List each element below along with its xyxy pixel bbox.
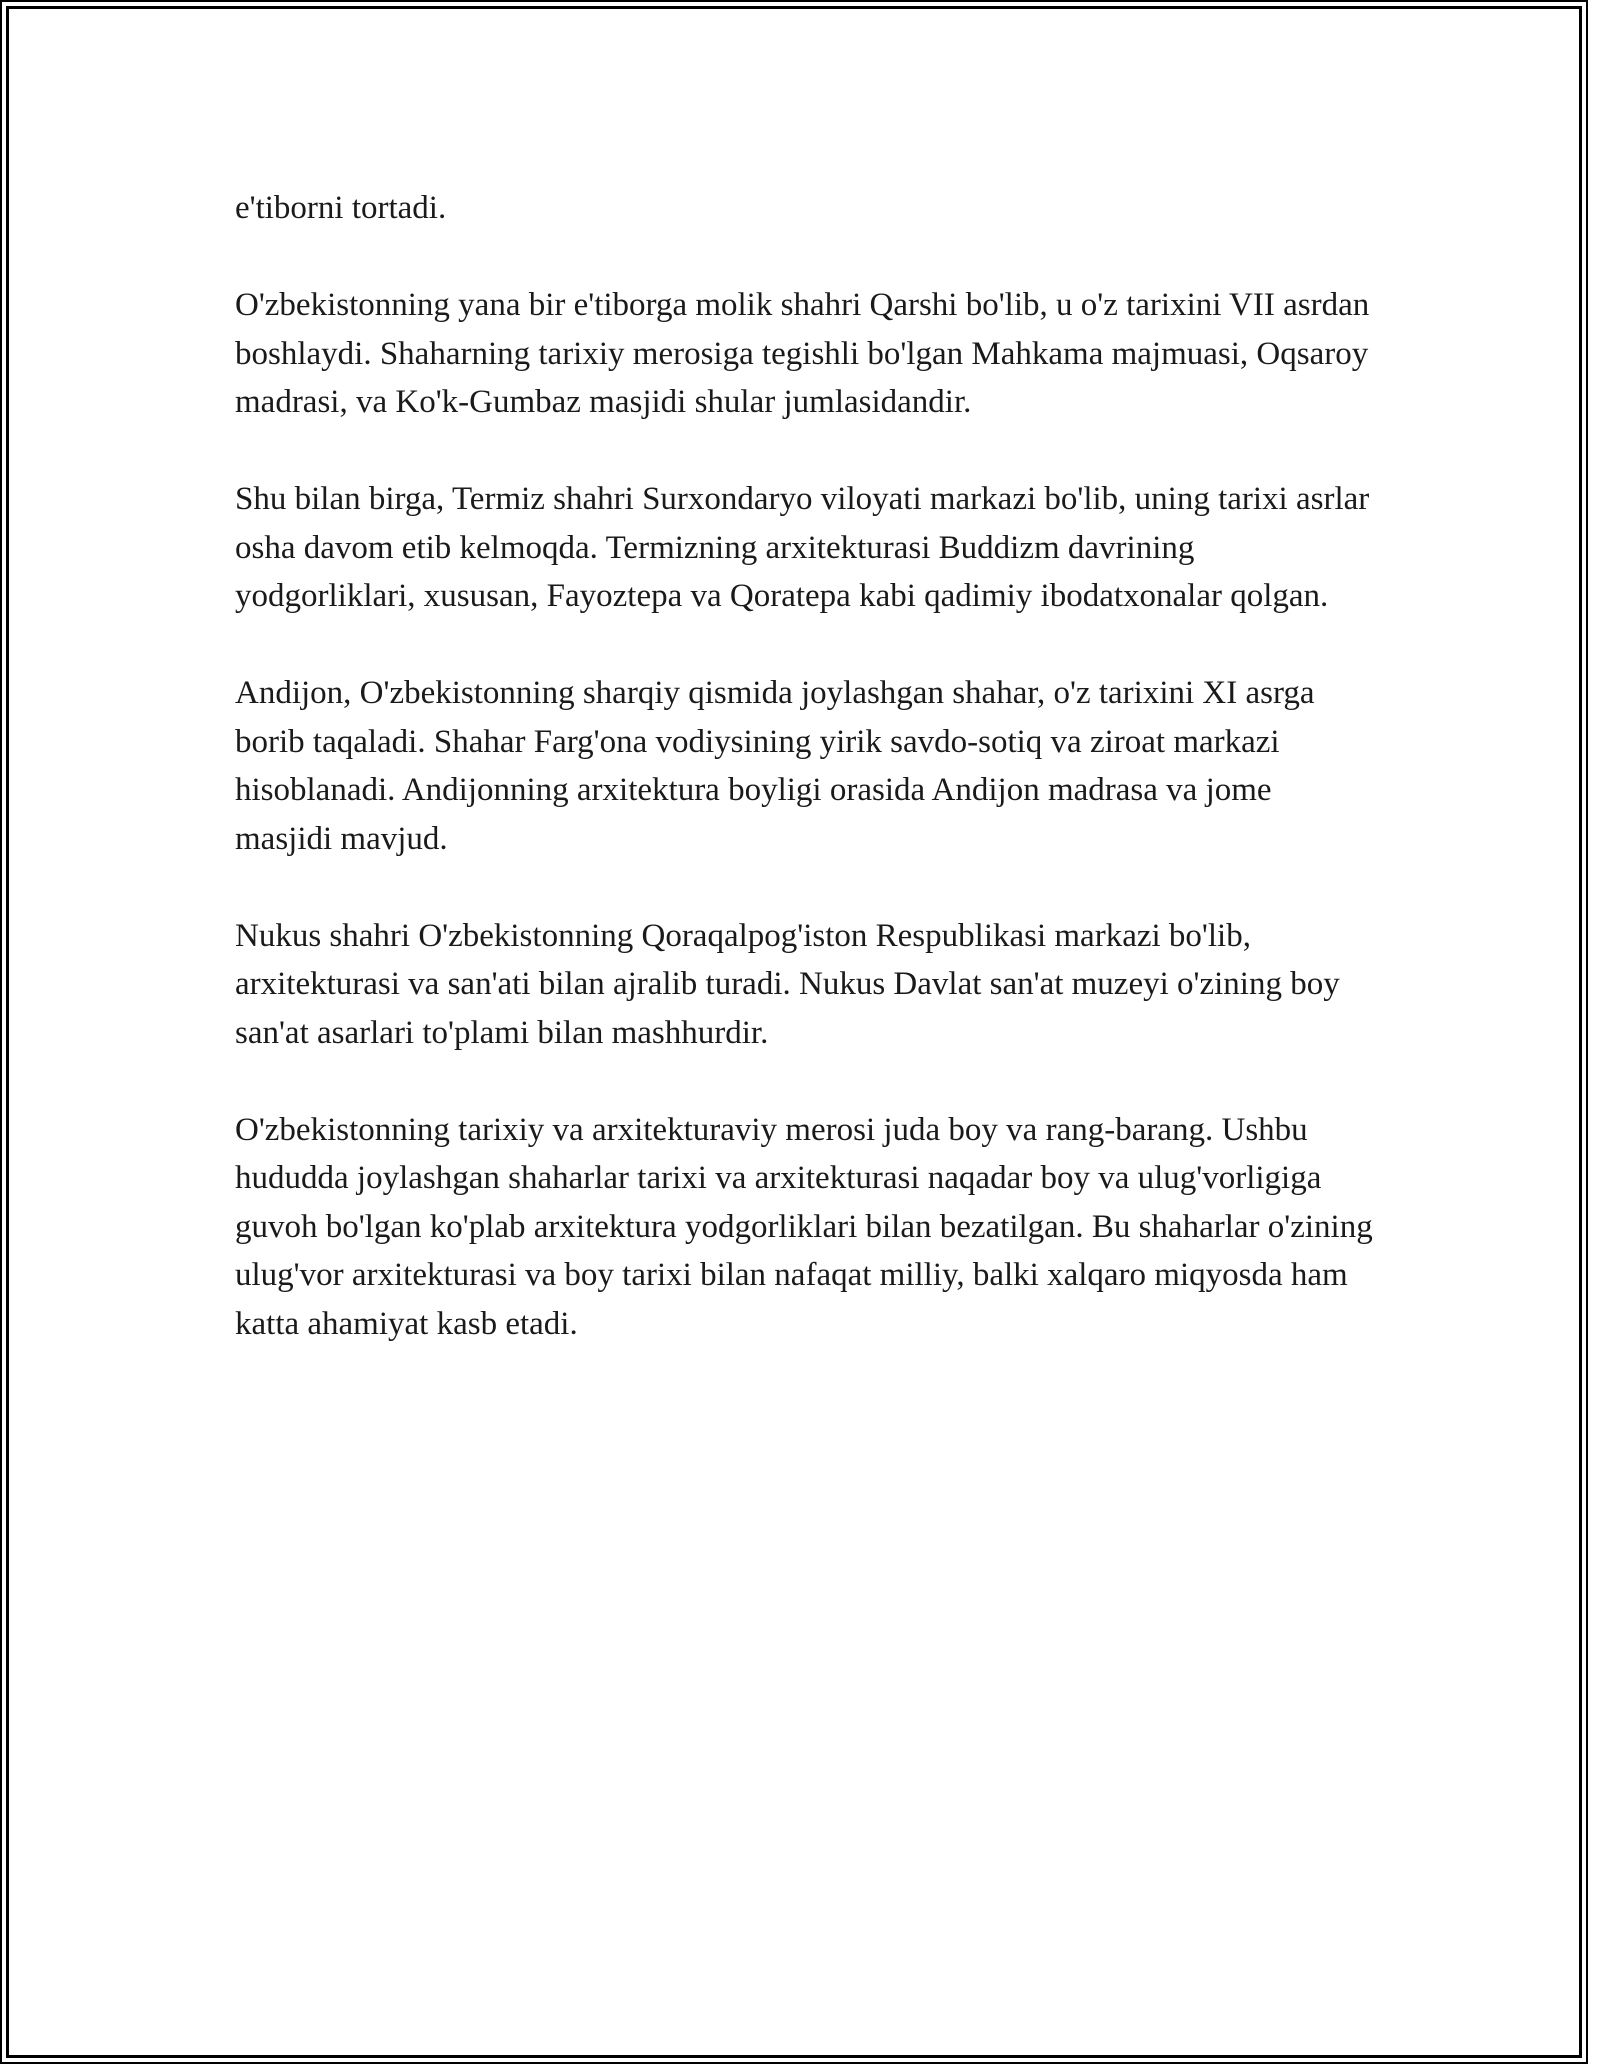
paragraph-continuation: e'tiborni tortadi. <box>235 190 447 226</box>
paragraph-andijon: Andijon, O'zbekistonning sharqiy qismida joylashgan shahar, o'z tarixini XI asrga borib taqaladi. Shahar Farg'ona vodiysining yirik savdo-sotiq va ziroat markazi hisoblanadi. Andijonning arxitektura boyligi orasida Andijon madrasa va jome masjidi mavjud. <box>235 675 1315 857</box>
paragraph-termiz: Shu bilan birga, Termiz shahri Surxondaryo viloyati markazi bo'lib, uning tarixi asrlar osha davom etib kelmoqda. Termizning arxitekturasi Buddizm davrining yodgorliklari, xususan, Fayoztepa va Qoratepa kabi qadimiy ibodatxonalar qolgan. <box>235 481 1370 614</box>
paragraph-conclusion: O'zbekistonning tarixiy va arxitekturaviy merosi juda boy va rang-barang. Ushbu hududda joylashgan shaharlar tarixi va arxitekturasi naqadar boy va ulug'vorligiga guvoh bo'lgan ko'plab arxitektura yodgorliklari bilan bezatilgan. Bu shaharlar o'zining ulug'vor arxitekturasi va boy tarixi bilan nafaqat milliy, balki xalqaro miqyosda ham katta ahamiyat kasb etadi. <box>235 1111 1373 1342</box>
document-body <box>235 184 1375 1397</box>
paragraph-qarshi: O'zbekistonning yana bir e'tiborga molik shahri Qarshi bo'lib, u o'z tarixini VII asrdan boshlaydi. Shaharning tarixiy merosiga tegishli bo'lgan Mahkama majmuasi, Oqsaroy madrasi, va Ko'k-Gumbaz masjidi shular jumlasidandir. <box>235 287 1370 420</box>
paragraph-nukus: Nukus shahri O'zbekistonning Qoraqalpog'iston Respublikasi markazi bo'lib, arxitekturasi va san'ati bilan ajralib turadi. Nukus Davlat san'at muzeyi o'zining boy san'at asarlari to'plami bilan mashhurdir. <box>235 917 1340 1051</box>
